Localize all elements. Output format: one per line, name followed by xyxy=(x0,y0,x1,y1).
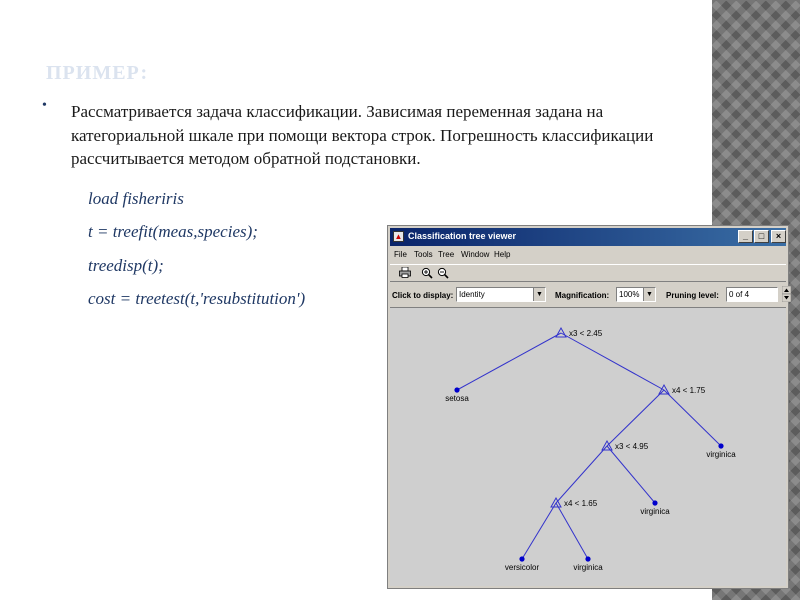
leaf-node-marker[interactable] xyxy=(519,556,524,561)
split-node-label: x3 < 2.45 xyxy=(569,329,603,338)
menu-file[interactable]: File xyxy=(394,250,407,259)
slide-body-text: Рассматривается задача классификации. Зависимая переменная задана на категориальной шкале при помощи вектора строк. Погрешность классификации рассчитывается методом обратной подстановки. xyxy=(71,102,654,168)
tree-edge xyxy=(664,390,721,446)
tree-edge xyxy=(607,446,655,503)
pruning-level-value: 0 of 4 xyxy=(729,290,750,299)
split-node-label: x3 < 4.95 xyxy=(615,442,649,451)
tree-edge xyxy=(522,503,556,559)
classification-tree xyxy=(390,308,786,587)
classification-tree-viewer-window xyxy=(387,225,789,589)
window-title: Classification tree viewer xyxy=(408,231,517,241)
close-icon: × xyxy=(775,231,782,241)
tree-edge xyxy=(607,390,664,446)
chevron-down-icon: ▼ xyxy=(643,288,655,301)
minimize-icon: _ xyxy=(742,231,748,241)
split-node-label: x4 < 1.65 xyxy=(564,499,598,508)
toolbar xyxy=(390,264,786,282)
code-line: treedisp(t); xyxy=(88,256,164,275)
menu-tree[interactable]: Tree xyxy=(438,250,455,259)
leaf-node-label: virginica xyxy=(706,450,736,459)
tree-edge xyxy=(561,333,664,390)
print-button[interactable] xyxy=(398,267,412,280)
minimize-button[interactable] xyxy=(738,230,753,243)
menu-bar xyxy=(390,247,786,263)
leaf-node-label: virginica xyxy=(640,507,670,516)
code-line: load fisheriris xyxy=(88,189,184,208)
leaf-node-label: setosa xyxy=(445,394,469,403)
code-line: t = treefit(meas,species); xyxy=(88,222,258,241)
menu-tools[interactable]: Tools xyxy=(414,250,433,259)
display-controls xyxy=(390,284,786,306)
bullet-marker: • xyxy=(42,98,47,113)
window-title-bar[interactable] xyxy=(390,228,786,246)
click-to-display-select[interactable] xyxy=(456,287,546,302)
tree-edge xyxy=(556,503,588,559)
split-node-marker[interactable] xyxy=(556,328,566,337)
maximize-icon: □ xyxy=(758,231,765,241)
maximize-button[interactable] xyxy=(754,230,769,243)
zoom-out-button[interactable] xyxy=(436,267,450,280)
leaf-node-label: virginica xyxy=(573,563,603,572)
pruning-spinner-icon[interactable] xyxy=(782,286,791,302)
click-to-display-label: Click to display: xyxy=(392,291,454,300)
magnification-value: 100% xyxy=(619,290,640,299)
tree-edge xyxy=(556,446,607,503)
tree-plot-area[interactable] xyxy=(390,307,786,586)
tree-edge xyxy=(457,333,561,390)
slide-title: ПРИМЕР: xyxy=(46,62,149,84)
leaf-node-marker[interactable] xyxy=(652,500,657,505)
leaf-node-marker[interactable] xyxy=(585,556,590,561)
split-node-label: x4 < 1.75 xyxy=(672,386,706,395)
matlab-icon: ▲ xyxy=(394,232,403,241)
chevron-down-icon: ▼ xyxy=(533,288,545,301)
menu-window[interactable]: Window xyxy=(461,250,490,259)
print-icon xyxy=(399,267,411,278)
pruning-level-label: Pruning level: xyxy=(666,291,719,300)
leaf-node-label: versicolor xyxy=(504,563,540,572)
magnification-select[interactable] xyxy=(616,287,656,302)
click-to-display-value: Identity xyxy=(459,290,485,299)
leaf-node-marker[interactable] xyxy=(454,387,459,392)
zoom-in-button[interactable] xyxy=(420,267,434,280)
pruning-level-field[interactable] xyxy=(726,287,778,302)
magnification-label: Magnification: xyxy=(555,291,610,300)
menu-help[interactable]: Help xyxy=(494,250,511,259)
zoom-in-icon xyxy=(421,267,433,279)
zoom-out-icon xyxy=(437,267,449,279)
code-line: cost = treetest(t,'resubstitution') xyxy=(88,289,306,308)
close-button[interactable] xyxy=(771,230,786,243)
leaf-node-marker[interactable] xyxy=(718,443,723,448)
